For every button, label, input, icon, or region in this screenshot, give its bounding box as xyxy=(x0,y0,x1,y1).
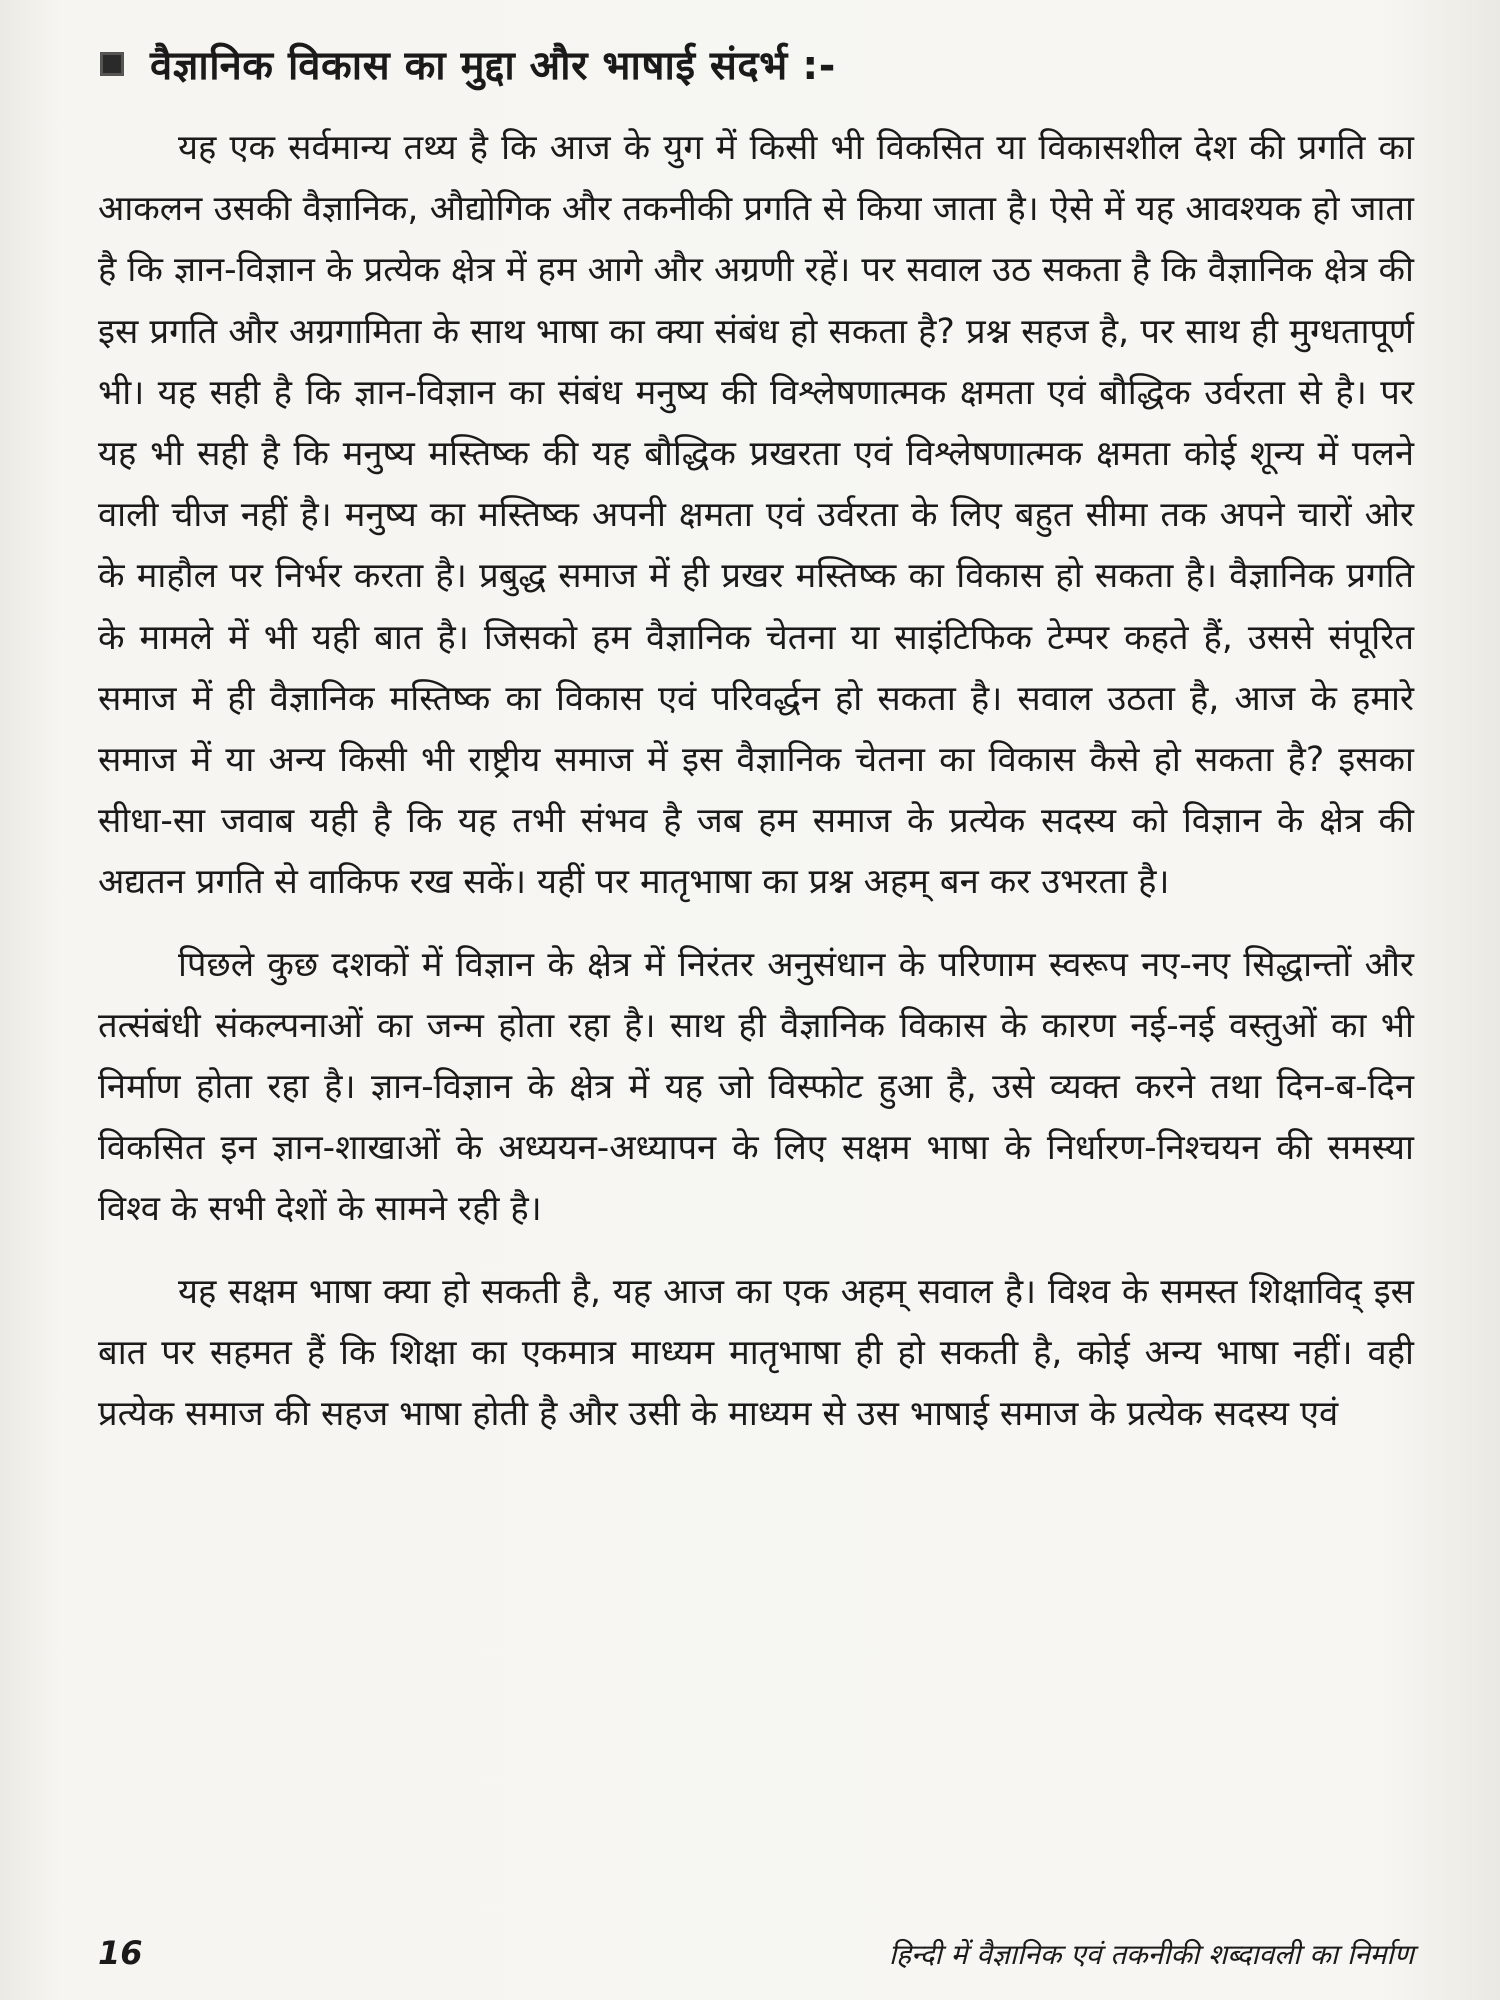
running-title: हिन्दी में वैज्ञानिक एवं तकनीकी शब्दावली का निर्माण xyxy=(888,1938,1414,1971)
section-heading xyxy=(100,36,1430,91)
paragraph-1: यह एक सर्वमान्य तथ्य है कि आज के युग में किसी भी विकसित या विकासशील देश की प्रगति का आकलन उसकी वैज्ञानिक, औद्योगिक और तकनीकी प्रगति से किया जाता है। ऐसे में यह आवश्यक हो जाता है कि ज्ञान-विज्ञान के प्रत्येक क्षेत्र में हम आगे और अग्रणी रहें। पर सवाल उठ सकता है कि वैज्ञानिक क्षेत्र की इस प्रगति और अग्रगामिता के साथ भाषा का क्या संबंध हो सकता है? प्रश्न सहज है, पर साथ ही मुग्धतापूर्ण भी। यह सही है कि ज्ञान-विज्ञान का संबंध मनुष्य की विश्लेषणात्मक क्षमता एवं बौद्धिक उर्वरता से है। पर यह भी सही है कि मनुष्य मस्तिष्क की यह बौद्धिक प्रखरता एवं विश्लेषणात्मक क्षमता कोई शून्य में पलने वाली चीज नहीं है। मनुष्य का मस्तिष्क अपनी क्षमता एवं उर्वरता के लिए बहुत सीमा तक अपने चारों ओर के माहौल पर निर्भर करता है। प्रबुद्ध समाज में ही प्रखर मस्तिष्क का विकास हो सकता है। वैज्ञानिक प्रगति के मामले में भी यही बात है। जिसको हम वैज्ञानिक चेतना या साइंटिफिक टेम्पर कहते हैं, उससे संपूरित समाज में ही वैज्ञानिक मस्तिष्क का विकास एवं परिवर्द्धन हो सकता है। सवाल उठता है, आज के हमारे समाज में या अन्य किसी भी राष्ट्रीय समाज में इस वैज्ञानिक चेतना का विकास कैसे हो सकता है? इसका सीधा-सा जवाब यही है कि यह तभी संभव है जब हम समाज के प्रत्येक सदस्य को विज्ञान के क्षेत्र की अद्यतन प्रगति से वाकिफ रख सकें। यहीं पर मातृभाषा का प्रश्न अहम् बन कर उभरता है। xyxy=(98,128,1414,903)
page-number: 16 xyxy=(98,1934,143,1972)
paragraph-3: यह सक्षम भाषा क्या हो सकती है, यह आज का एक अहम् सवाल है। विश्व के समस्त शिक्षाविद् इस बात पर सहमत हैं कि शिक्षा का एकमात्र माध्यम मातृभाषा ही हो सकती है, कोई अन्य भाषा नहीं। वही प्रत्येक समाज की सहज भाषा होती है और उसी के माध्यम से उस भाषाई समाज के प्रत्येक सदस्य एवं xyxy=(98,1271,1414,1435)
paragraph-2: पिछले कुछ दशकों में विज्ञान के क्षेत्र में निरंतर अनुसंधान के परिणाम स्वरूप नए-नए सिद्धान्तों और तत्संबंधी संकल्पनाओं का जन्म होता रहा है। साथ ही वैज्ञानिक विकास के कारण नई-नई वस्तुओं का भी निर्माण होता रहा है। ज्ञान-विज्ञान के क्षेत्र में यह जो विस्फोट हुआ है, उसे व्यक्त करने तथा दिन-ब-दिन विकसित इन ज्ञान-शाखाओं के अध्ययन-अध्यापन के लिए सक्षम भाषा के निर्धारण-निश्चयन की समस्या विश्व के सभी देशों के सामने रही है। xyxy=(98,944,1414,1230)
section-heading-text: वैज्ञानिक विकास का मुद्दा और भाषाई संदर्भ :- xyxy=(150,43,836,89)
square-bullet-icon xyxy=(100,52,124,76)
body-text xyxy=(98,118,1414,1445)
page-footer xyxy=(98,1934,1414,1973)
